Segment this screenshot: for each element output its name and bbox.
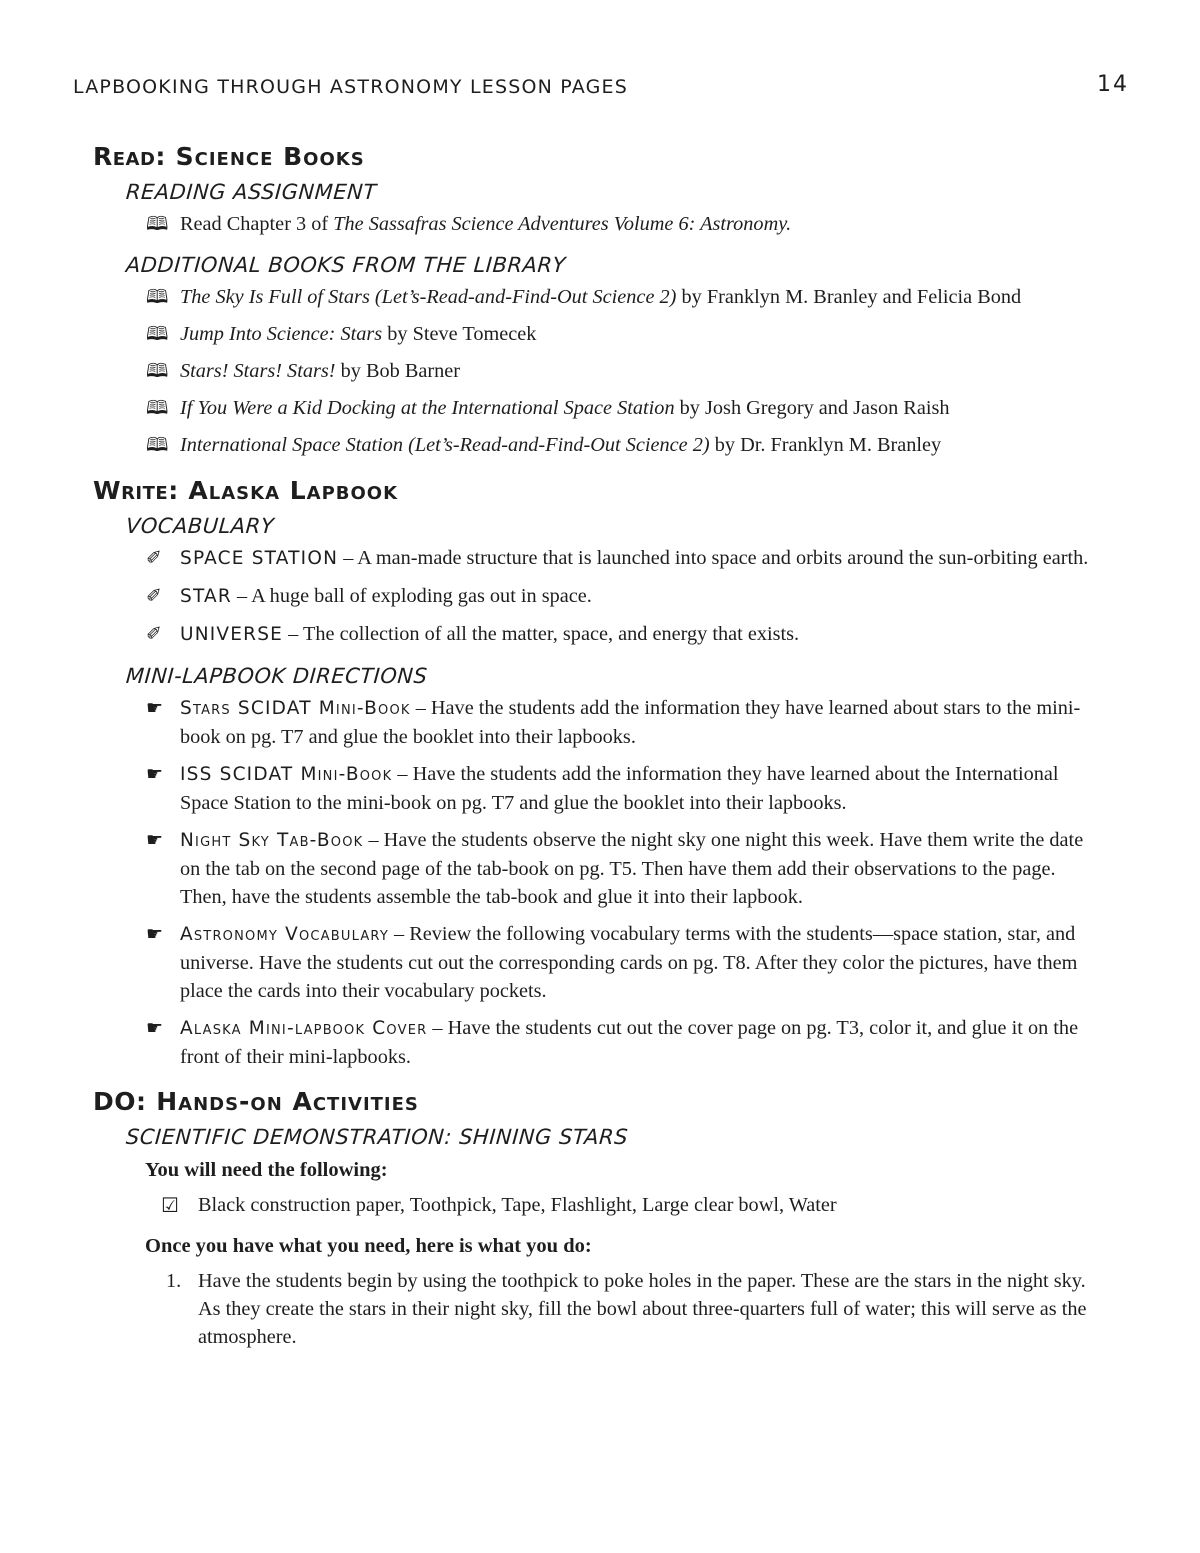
do-section-heading: DO: Hands-on Activities: [93, 1087, 419, 1116]
vocabulary-item: ✐ STAR – A huge ball of exploding gas out in space.: [93, 582, 1098, 611]
library-book-item: 🕮 Stars! Stars! Stars! by Bob Barner: [93, 357, 1098, 394]
instruction-step: 1. Have the students begin by using the toothpick to poke holes in the paper. These are the stars in the night sky. As they create the stars in their night sky, fill the bowl about three-quarters full of water; this will serve as the atmosphere.: [166, 1270, 1087, 1348]
pencil-icon: ✐: [146, 623, 162, 645]
open-book-icon: 🕮: [146, 323, 169, 345]
open-book-icon: 🕮: [146, 434, 169, 456]
pointing-hand-icon: ☛: [146, 763, 164, 785]
read-section-heading: Read: Science Books: [93, 142, 365, 171]
reading-assignment-item: 🕮 Read Chapter 3 of The Sassafras Science Adventures Volume 6: Astronomy.: [93, 210, 1098, 247]
pointing-hand-icon: ☛: [146, 1017, 164, 1039]
library-book-item: 🕮 If You Were a Kid Docking at the International Space Station by Josh Gregory and Jason Raish: [93, 394, 1098, 431]
materials-label: You will need the following:: [145, 1159, 388, 1181]
library-book-item: 🕮 International Space Station (Let’s-Read-and-Find-Out Science 2) by Dr. Franklyn M. Branley: [93, 431, 1098, 468]
vocabulary-item: ✐ SPACE STATION – A man-made structure that is launched into space and orbits around the sun-orbiting earth.: [93, 544, 1098, 573]
open-book-icon: 🕮: [146, 397, 169, 419]
open-book-icon: 🕮: [146, 360, 169, 382]
mini-lapbook-heading: MINI-LAPBOOK DIRECTIONS: [125, 664, 429, 688]
mini-lapbook-item: ☛ Astronomy Vocabulary – Review the following vocabulary terms with the students—space station, star, and universe. Have the students cut out the corresponding cards on pg. T8. After they color the pictures, have them place the cards into their vocabulary pockets.: [93, 920, 1098, 1005]
instructions-label: Once you have what you need, here is what you do:: [145, 1235, 592, 1257]
pointing-hand-icon: ☛: [146, 697, 164, 719]
reading-assignment-heading: READING ASSIGNMENT: [125, 180, 378, 204]
vocabulary-heading: VOCABULARY: [125, 514, 276, 538]
running-header: [73, 72, 1129, 104]
running-title: LAPBOOKING THROUGH ASTRONOMY LESSON PAGES: [73, 76, 628, 98]
pencil-icon: ✐: [146, 547, 162, 569]
page-number: 14: [1097, 72, 1129, 97]
checked-box-icon: ☑: [161, 1193, 179, 1217]
library-book-item: 🕮 The Sky Is Full of Stars (Let’s-Read-and-Find-Out Science 2) by Franklyn M. Branley and Felicia Bond: [93, 283, 1098, 320]
mini-lapbook-item: ☛ Night Sky Tab-Book – Have the students observe the night sky one night this week. Have them write the date on the tab on the second page of the tab-book on pg. T5. Then have them add their observations to the page. Then, have the students assemble the tab-book and glue it into their lapbook.: [93, 826, 1098, 911]
mini-lapbook-item: ☛ Alaska Mini-lapbook Cover – Have the students cut out the cover page on pg. T3, color it, and glue it on the front of their mini-lapbooks.: [93, 1014, 1098, 1071]
demonstration-heading: SCIENTIFIC DEMONSTRATION: SHINING STARS: [125, 1125, 629, 1149]
mini-lapbook-item: ☛ Stars SCIDAT Mini-Book – Have the students add the information they have learned about stars to the mini-book on pg. T7 and glue the booklet into their lapbooks.: [93, 694, 1098, 751]
vocabulary-item: ✐ UNIVERSE – The collection of all the matter, space, and energy that exists.: [93, 620, 1098, 649]
open-book-icon: 🕮: [146, 286, 169, 308]
mini-lapbook-item: ☛ ISS SCIDAT Mini-Book – Have the students add the information they have learned about the International Space Station to the mini-book on pg. T7 and glue the booklet into their lapbooks.: [93, 760, 1098, 817]
page-content: [93, 140, 1113, 1351]
pointing-hand-icon: ☛: [146, 923, 164, 945]
pointing-hand-icon: ☛: [146, 829, 164, 851]
write-section-heading: Write: Alaska Lapbook: [93, 476, 399, 505]
library-book-item: 🕮 Jump Into Science: Stars by Steve Tomecek: [93, 320, 1098, 357]
materials-item: ☑ Black construction paper, Toothpick, Tape, Flashlight, Large clear bowl, Water: [161, 1193, 837, 1217]
pencil-icon: ✐: [146, 585, 162, 607]
library-books-heading: ADDITIONAL BOOKS FROM THE LIBRARY: [125, 253, 567, 277]
open-book-icon: 🕮: [146, 213, 169, 235]
